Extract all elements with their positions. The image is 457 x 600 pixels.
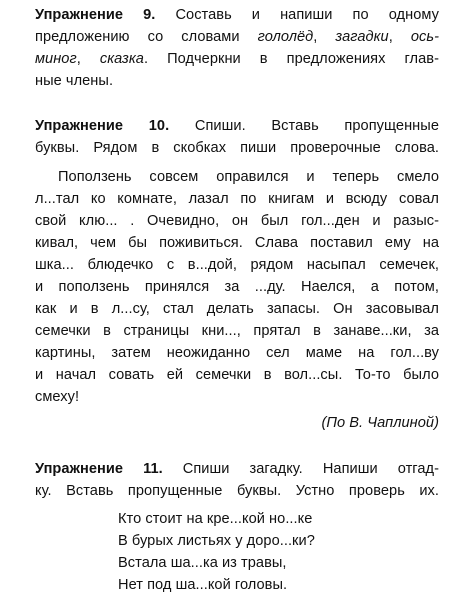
passage-source: (По В. Чаплиной) bbox=[321, 415, 439, 431]
riddle-line: В бурых листьях у доро...ки? bbox=[118, 533, 315, 549]
passage-line: и начал совать ей семечки в вол...сы. То-то было bbox=[35, 367, 439, 383]
vocabulary-word: ось- bbox=[410, 29, 440, 45]
riddle-line: Нет под ша...кой головы. bbox=[118, 577, 288, 593]
exercise-10-line-2: буквы. Рядом в скобках пиши проверочные слова. bbox=[35, 140, 439, 156]
exercise-9-text: предложению со словами bbox=[35, 29, 240, 45]
passage-line: смеху! bbox=[35, 389, 80, 405]
exercise-9-line-3 bbox=[35, 48, 439, 70]
passage-line: л...тал ко комнате, лазал по книгам и всюду совал bbox=[35, 191, 439, 207]
passage-line: свой клю... . Очевидно, он был гол...ден и разыс- bbox=[35, 213, 439, 229]
exercise-9-line-2 bbox=[35, 26, 439, 48]
passage-line: как и в л...су, стал делать запасы. Он засовывал bbox=[35, 301, 439, 317]
riddle-line: Встала ша...ка из травы, bbox=[118, 555, 287, 571]
passage-line: семечки в страницы кни..., прятал в занаве...ки, за bbox=[35, 323, 439, 339]
punctuation: , bbox=[388, 29, 393, 45]
passage-line: Поползень совсем оправился и теперь смело bbox=[58, 169, 439, 185]
exercise-9-line-1 bbox=[35, 4, 439, 26]
punctuation: , bbox=[76, 51, 81, 67]
exercise-9-text: Составь и напиши по одному bbox=[175, 7, 439, 23]
passage-line: кивал, чем бы поживиться. Слава поставил ему на bbox=[35, 235, 439, 251]
exercise-11-text: Спиши загадку. Напиши отгад- bbox=[182, 461, 439, 477]
passage-line: и поползень принялся за ...ду. Наелся, а потом, bbox=[35, 279, 439, 295]
passage-line: картины, затем неожиданно сел маме на гол...ву bbox=[35, 345, 439, 361]
vocabulary-word: сказка bbox=[99, 51, 144, 67]
riddle-line: Кто стоит на кре...кой но...ке bbox=[118, 511, 313, 527]
vocabulary-word: загадки bbox=[335, 29, 389, 45]
exercise-10-line-1 bbox=[35, 115, 439, 137]
exercise-10-text: Спиши. Вставь пропущенные bbox=[194, 118, 439, 134]
vocabulary-word: гололёд bbox=[257, 29, 314, 45]
exercise-9-text: . Подчеркни в предложениях глав- bbox=[143, 51, 439, 67]
exercise-9-heading: Упражнение 9. bbox=[35, 7, 156, 23]
punctuation: , bbox=[313, 29, 318, 45]
exercise-9-line-4: ные члены. bbox=[35, 73, 114, 89]
exercise-11-line-2: ку. Вставь пропущенные буквы. Устно проверь их. bbox=[35, 483, 439, 499]
passage-line: шка... блюдечко с в...дой, рядом насыпал семечек, bbox=[35, 257, 439, 273]
exercise-11-heading: Упражнение 11. bbox=[35, 461, 163, 477]
exercise-10-heading: Упражнение 10. bbox=[35, 118, 170, 134]
exercise-11-line-1 bbox=[35, 458, 439, 480]
vocabulary-word: миног bbox=[35, 51, 77, 67]
